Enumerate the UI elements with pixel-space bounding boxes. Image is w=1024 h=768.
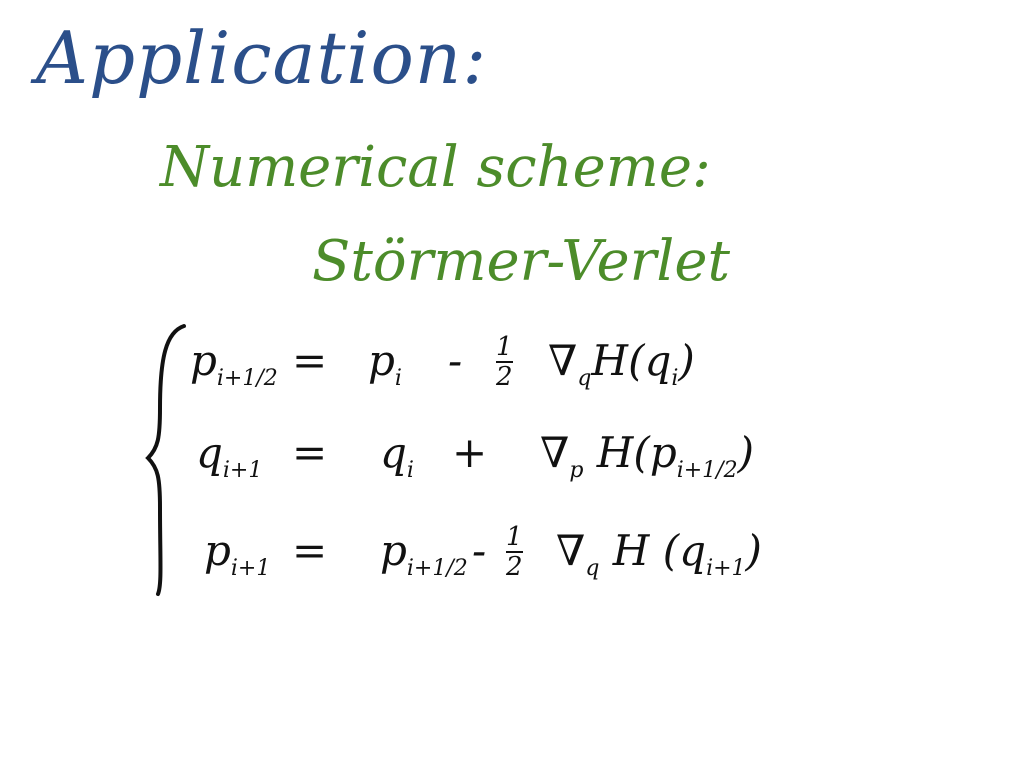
eq3-fraction-denominator: 2 xyxy=(506,552,523,582)
eq3-operator: - xyxy=(472,526,487,575)
eq3-fraction xyxy=(506,524,523,580)
eq1-operator: - xyxy=(448,336,463,385)
eq1-term1-base: p xyxy=(368,336,395,385)
eq2-lhs-index: i+1 xyxy=(222,458,263,483)
eq1-nabla-symbol: ∇ xyxy=(548,336,578,385)
eq1-gradient-var: q xyxy=(577,366,592,391)
eq3-gradient-var: q xyxy=(585,556,600,581)
eq3-term1-base: p xyxy=(380,526,407,575)
eq3-function: H xyxy=(612,526,650,575)
eq3-lhs-index: i+1 xyxy=(230,556,271,581)
eq2-gradient-var: p xyxy=(569,458,584,483)
eq1-arg-index: i xyxy=(671,366,679,391)
eq2-nabla-symbol: ∇ xyxy=(540,428,570,477)
eq1-term1 xyxy=(368,336,402,391)
slide-title: Application: xyxy=(36,16,488,100)
eq3-fraction-numerator: 1 xyxy=(506,522,523,552)
eq2-equals: = xyxy=(292,428,328,477)
eq1-lhs-index: i+1/2 xyxy=(216,366,278,391)
eq3-gradient-term: $\nabla_q$ H $(q_{i+1})$ xyxy=(556,526,762,581)
eq2-term1-index: i xyxy=(406,458,414,483)
equation-row-1 xyxy=(0,332,1024,420)
eq3-arg-base: q xyxy=(679,526,707,575)
eq1-equals: = xyxy=(292,336,328,385)
eq2-lhs-base: q xyxy=(196,428,223,477)
eq2-term1 xyxy=(380,428,414,483)
eq1-term1-index: i xyxy=(394,366,402,391)
equation-row-2 xyxy=(0,428,1024,512)
eq3-lhs xyxy=(204,526,271,581)
eq3-nabla-symbol: ∇ xyxy=(556,526,586,575)
eq1-lhs xyxy=(190,336,278,391)
eq2-function: H xyxy=(596,428,634,477)
eq2-gradient-term: $\nabla_p$ $H(p_{i+1/2})$ xyxy=(540,428,754,483)
subtitle-numerical-scheme: Numerical scheme: xyxy=(160,135,711,200)
eq3-arg-index: i+1 xyxy=(706,556,746,581)
eq1-fraction xyxy=(496,334,513,390)
eq3-equals: = xyxy=(292,526,328,575)
eq2-lhs xyxy=(196,428,263,483)
eq1-lhs-base: p xyxy=(190,336,217,385)
eq3-term1-index: i+1/2 xyxy=(406,556,468,581)
eq1-function: H xyxy=(591,336,629,385)
eq1-fraction-numerator: 1 xyxy=(496,332,513,362)
eq2-term1-base: q xyxy=(380,428,407,477)
eq3-term1 xyxy=(380,526,468,581)
eq1-gradient-term: $\nabla_qH(q_i)$ xyxy=(548,336,695,391)
equation-row-3 xyxy=(0,522,1024,610)
eq1-fraction-denominator: 2 xyxy=(496,362,513,392)
eq3-lhs-base: p xyxy=(204,526,231,575)
eq1-arg-base: q xyxy=(644,336,672,385)
eq2-operator: + xyxy=(452,428,488,477)
eq2-arg-base: p xyxy=(649,428,677,477)
method-name: Störmer-Verlet xyxy=(312,229,730,294)
eq2-arg-index: i+1/2 xyxy=(676,458,738,483)
